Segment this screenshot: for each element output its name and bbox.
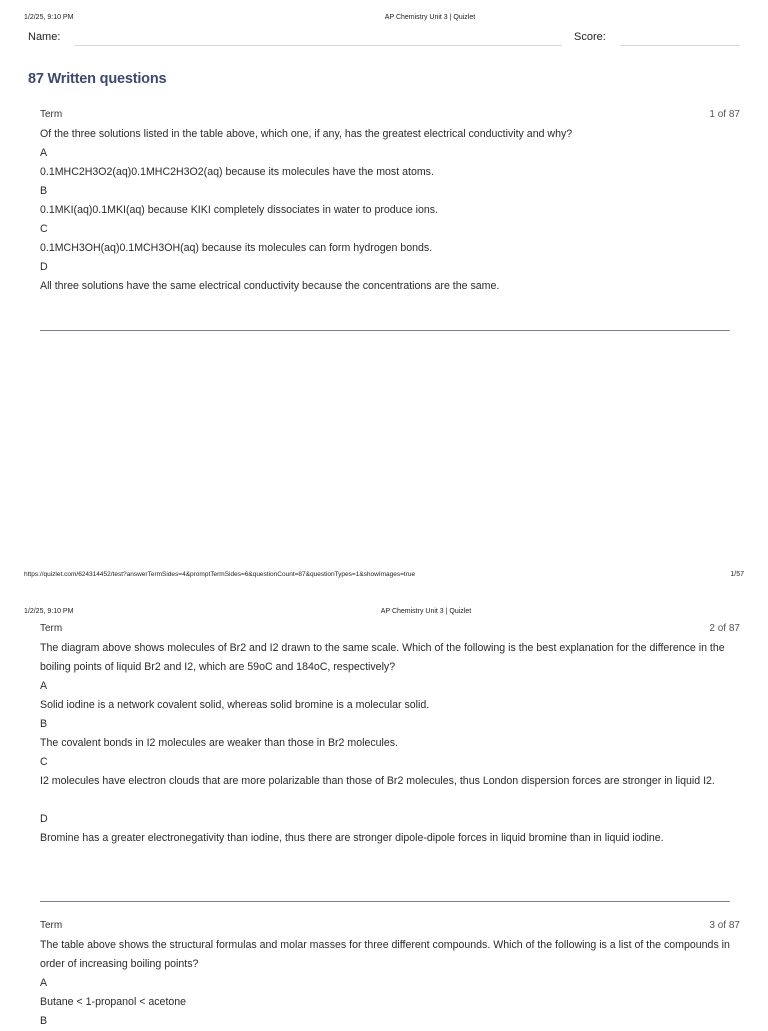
option-text: All three solutions have the same electrical conductivity because the concentrations are the same. <box>40 280 500 292</box>
section-title: 87 Written questions <box>28 71 167 87</box>
footer-url: https://quizlet.com/624314452/test?answerTermSides=4&promptTermSides=6&questionCount=87&questionTypes=1&showImages=true <box>24 571 416 578</box>
question-count: 1 of 87 <box>709 109 740 120</box>
term-label: Term <box>40 623 63 634</box>
question-text: The diagram above shows molecules of Br2 and I2 drawn to the same scale. Which of the following is the best explanation for the difference in the boiling points of liquid Br2 and I2, which are 59oC and 184oC, respectively? <box>40 642 725 673</box>
term-label: Term <box>40 920 63 931</box>
print-date: 1/2/25, 9:10 PM <box>24 608 74 615</box>
option-letter: D <box>40 813 48 825</box>
option-text: I2 molecules have electron clouds that are more polarizable than those of Br2 molecules, thus London dispersion forces are stronger in liquid I2. <box>40 775 715 787</box>
option-text: 0.1MKI(aq)0.1MKI(aq) because KIKI completely dissociates in water to produce ions. <box>40 204 439 216</box>
option-letter: A <box>40 147 48 159</box>
score-label: Score: <box>574 31 606 43</box>
question-count: 3 of 87 <box>709 920 740 931</box>
question-text: Of the three solutions listed in the table above, which one, if any, has the greatest electrical conductivity and why? <box>40 128 573 140</box>
option-letter: B <box>40 185 48 197</box>
term-label: Term <box>40 109 63 120</box>
option-text: 0.1MHC2H3O2(aq)0.1MHC2H3O2(aq) because its molecules have the most atoms. <box>40 166 434 178</box>
option-letter: B <box>40 718 48 730</box>
option-letter: D <box>40 261 48 273</box>
option-text: The covalent bonds in I2 molecules are weaker than those in Br2 molecules. <box>40 737 399 749</box>
score-field[interactable] <box>620 45 740 46</box>
option-letter: A <box>40 977 48 989</box>
print-date: 1/2/25, 9:10 PM <box>24 14 74 21</box>
option-text: 0.1MCH3OH(aq)0.1MCH3OH(aq) because its molecules can form hydrogen bonds. <box>40 242 433 254</box>
footer-page: 1/57 <box>730 571 744 578</box>
option-text: Butane < 1-propanol < acetone <box>40 996 187 1008</box>
option-letter: C <box>40 223 48 235</box>
option-letter: A <box>40 680 48 692</box>
question-count: 2 of 87 <box>709 623 740 634</box>
answer-line[interactable] <box>40 330 730 331</box>
answer-line[interactable] <box>40 901 730 902</box>
option-letter: B <box>40 1015 48 1027</box>
print-title: AP Chemistry Unit 3 | Quizlet <box>384 14 476 21</box>
option-text: Solid iodine is a network covalent solid, whereas solid bromine is a molecular solid. <box>40 699 430 711</box>
print-title: AP Chemistry Unit 3 | Quizlet <box>380 608 472 615</box>
name-label: Name: <box>28 31 61 43</box>
question-text: The table above shows the structural formulas and molar masses for three different compounds. Which of the following is a list of the compounds in order of increasing boiling points? <box>40 939 730 970</box>
name-field[interactable] <box>74 45 562 46</box>
option-letter: C <box>40 756 48 768</box>
option-text: Bromine has a greater electronegativity than iodine, thus there are stronger dipole-dipole forces in liquid bromine than in liquid iodine. <box>40 832 664 844</box>
